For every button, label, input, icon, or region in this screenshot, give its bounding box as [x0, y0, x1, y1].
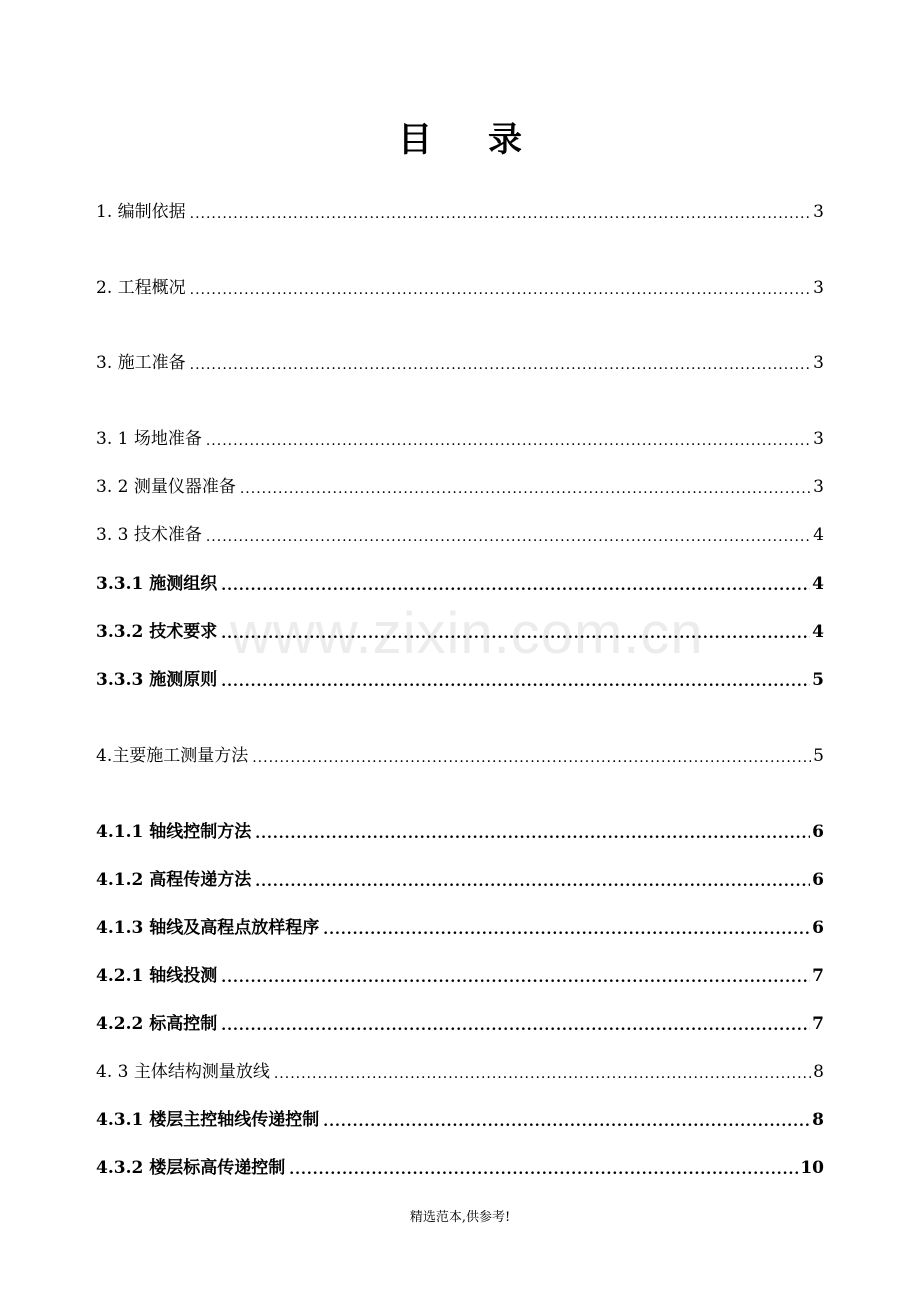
toc-entry[interactable] — [96, 473, 824, 501]
toc-entry-label: 4.1.1 轴线控制方法 — [96, 822, 252, 842]
toc-entry-label: 4.2.2 标高控制 — [96, 1014, 218, 1034]
toc-entry-page: 6 — [812, 822, 824, 842]
toc-entry[interactable] — [96, 570, 824, 598]
toc-entry-page: 6 — [812, 870, 824, 890]
toc-entry-label: 4.主要施工测量方法 — [96, 746, 249, 766]
toc-entry-page: 5 — [813, 746, 824, 766]
toc-entry-page: 3 — [813, 353, 824, 373]
title-char-1: 目 — [398, 120, 432, 160]
toc-entry-label: 4. 3 主体结构测量放线 — [96, 1062, 270, 1082]
toc-leader-dots — [289, 1159, 798, 1182]
toc-entry-page: 6 — [812, 918, 824, 938]
toc-entry[interactable] — [96, 274, 824, 302]
toc-entry-label: 4.3.2 楼层标高传递控制 — [96, 1158, 286, 1178]
toc-entry-label: 4.3.1 楼层主控轴线传递控制 — [96, 1110, 320, 1130]
toc-leader-dots — [255, 823, 810, 846]
toc-leader-dots — [190, 354, 812, 377]
toc-leader-dots — [255, 871, 810, 894]
toc-entry[interactable] — [96, 1010, 824, 1038]
toc-entry-page: 10 — [800, 1158, 824, 1178]
toc-entry[interactable] — [96, 866, 824, 894]
toc-entry-page: 3 — [813, 429, 824, 449]
toc-entry[interactable] — [96, 962, 824, 990]
toc-entry[interactable] — [96, 1154, 824, 1182]
toc-entry-label: 2. 工程概况 — [96, 278, 186, 298]
toc-leader-dots — [221, 623, 810, 646]
toc-entry[interactable] — [96, 742, 824, 770]
toc-entry-page: 4 — [812, 622, 824, 642]
page-footer: 精选范本,供参考! — [409, 1210, 511, 1225]
toc-entry[interactable] — [96, 1058, 824, 1086]
toc-entry-page: 3 — [813, 278, 824, 298]
toc-entry[interactable] — [96, 521, 824, 549]
toc-entry-page: 4 — [813, 525, 824, 545]
toc-entry-label: 3. 1 场地准备 — [96, 429, 202, 449]
toc-leader-dots — [206, 526, 811, 549]
toc-leader-dots — [323, 919, 810, 942]
toc-entry-page: 3 — [813, 202, 824, 222]
toc-entry-page: 5 — [812, 670, 824, 690]
toc-leader-dots — [221, 671, 810, 694]
toc-entry[interactable] — [96, 618, 824, 646]
toc-entry-label: 4.1.3 轴线及高程点放样程序 — [96, 918, 320, 938]
toc-entry[interactable] — [96, 349, 824, 377]
toc-entry[interactable] — [96, 914, 824, 942]
toc-entry-label: 3.3.1 施测组织 — [96, 574, 218, 594]
toc-leader-dots — [240, 478, 811, 501]
page-title — [0, 112, 920, 161]
toc-entry[interactable] — [96, 425, 824, 453]
toc-leader-dots — [221, 967, 810, 990]
toc-entry[interactable] — [96, 198, 824, 226]
toc-entry-page: 4 — [812, 574, 824, 594]
toc-leader-dots — [190, 279, 812, 302]
toc-entry-label: 3. 2 测量仪器准备 — [96, 477, 236, 497]
watermark: www.zixin.com.cn — [230, 601, 704, 666]
toc-leader-dots — [274, 1063, 811, 1086]
toc-leader-dots — [221, 575, 810, 598]
toc-entry[interactable] — [96, 818, 824, 846]
toc-entry-label: 3.3.2 技术要求 — [96, 622, 218, 642]
toc-entry-page: 7 — [812, 1014, 824, 1034]
toc-leader-dots — [190, 203, 812, 226]
toc-leader-dots — [206, 430, 811, 453]
toc-entry-page: 3 — [813, 477, 824, 497]
toc-entry-page: 8 — [813, 1062, 824, 1082]
toc-entry-page: 8 — [812, 1110, 824, 1130]
toc-entry[interactable] — [96, 666, 824, 694]
title-char-2: 录 — [488, 120, 522, 160]
toc-entry-label: 4.2.1 轴线投测 — [96, 966, 218, 986]
toc-entry[interactable] — [96, 1106, 824, 1134]
toc-entry-label: 3.3.3 施测原则 — [96, 670, 218, 690]
toc-entry-label: 3. 施工准备 — [96, 353, 186, 373]
toc-entry-label: 4.1.2 高程传递方法 — [96, 870, 252, 890]
toc-leader-dots — [221, 1015, 810, 1038]
toc-entry-page: 7 — [812, 966, 824, 986]
toc-leader-dots — [252, 747, 811, 770]
toc-entry-label: 3. 3 技术准备 — [96, 525, 202, 545]
toc-leader-dots — [323, 1111, 810, 1134]
toc-entry-label: 1. 编制依据 — [96, 202, 186, 222]
